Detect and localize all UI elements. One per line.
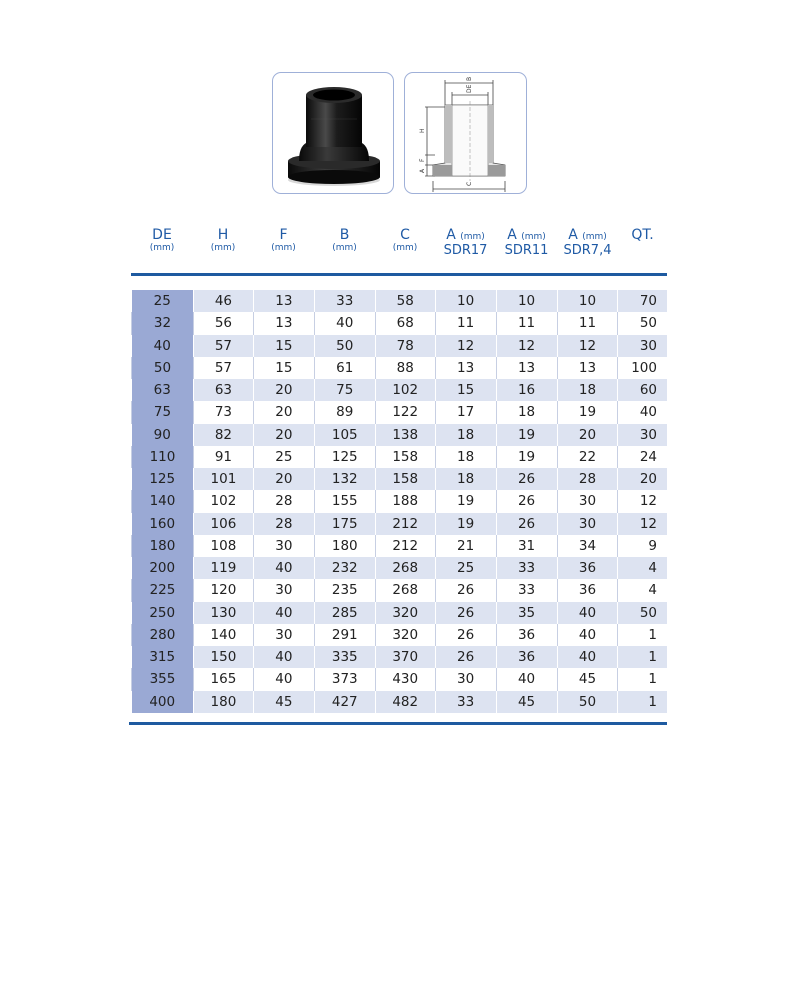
cell-b: 373 — [314, 668, 375, 690]
cell-a-sdr11: 26 — [496, 468, 557, 490]
cell-h: 57 — [193, 335, 253, 357]
cell-qt: 12 — [618, 490, 667, 512]
cell-h: 180 — [193, 691, 253, 713]
cell-a-sdr74: 19 — [557, 401, 618, 423]
cell-b: 232 — [314, 557, 375, 579]
cell-b: 427 — [314, 691, 375, 713]
cell-a-sdr17: 10 — [435, 290, 496, 312]
cell-f: 20 — [253, 468, 314, 490]
table-row — [132, 446, 668, 468]
cell-a-sdr11: 33 — [496, 557, 557, 579]
header-a-sdr74-sdr: SDR7,4 — [563, 243, 612, 258]
cell-f: 30 — [253, 624, 314, 646]
cell-de: 90 — [132, 424, 194, 446]
cell-a-sdr17: 26 — [435, 579, 496, 601]
cell-c: 158 — [375, 446, 435, 468]
cell-f: 40 — [253, 668, 314, 690]
header-c-label: C — [400, 227, 410, 243]
cell-a-sdr11: 13 — [496, 357, 557, 379]
drawing-label-c: C — [466, 181, 473, 186]
cell-f: 20 — [253, 424, 314, 446]
cell-h: 102 — [193, 490, 253, 512]
header-qt-label: QT. — [631, 227, 654, 243]
cell-b: 175 — [314, 513, 375, 535]
header-de-label: DE — [152, 227, 172, 243]
cell-h: 82 — [193, 424, 253, 446]
cell-a-sdr11: 45 — [496, 691, 557, 713]
cell-a-sdr74: 50 — [557, 691, 618, 713]
cell-f: 40 — [253, 646, 314, 668]
cell-a-sdr11: 16 — [496, 379, 557, 401]
cell-c: 78 — [375, 335, 435, 357]
cell-a-sdr17: 26 — [435, 624, 496, 646]
table-row — [132, 579, 668, 601]
cell-de: 125 — [132, 468, 194, 490]
cell-a-sdr74: 34 — [557, 535, 618, 557]
header-h — [193, 228, 253, 253]
cell-qt: 100 — [618, 357, 667, 379]
cell-qt: 12 — [618, 513, 667, 535]
cell-a-sdr11: 26 — [496, 490, 557, 512]
cell-c: 430 — [375, 668, 435, 690]
cell-de: 50 — [132, 357, 194, 379]
cell-a-sdr17: 18 — [435, 446, 496, 468]
cell-a-sdr11: 12 — [496, 335, 557, 357]
header-a-sdr74-unit: (mm) — [582, 232, 607, 242]
table-row — [132, 535, 668, 557]
cell-a-sdr11: 11 — [496, 312, 557, 334]
header-a-sdr11 — [496, 228, 557, 257]
cell-de: 315 — [132, 646, 194, 668]
cell-qt: 60 — [618, 379, 667, 401]
cell-c: 212 — [375, 535, 435, 557]
cell-c: 102 — [375, 379, 435, 401]
cell-a-sdr74: 40 — [557, 602, 618, 624]
cell-a-sdr74: 10 — [557, 290, 618, 312]
cell-a-sdr11: 26 — [496, 513, 557, 535]
cell-qt: 4 — [618, 557, 667, 579]
cell-qt: 50 — [618, 602, 667, 624]
cell-h: 119 — [193, 557, 253, 579]
table-row — [132, 290, 668, 312]
cell-h: 150 — [193, 646, 253, 668]
cell-c: 68 — [375, 312, 435, 334]
cell-de: 75 — [132, 401, 194, 423]
header-a-sdr11-sdr: SDR11 — [504, 243, 549, 258]
cell-qt: 70 — [618, 290, 667, 312]
cell-b: 50 — [314, 335, 375, 357]
cell-qt: 1 — [618, 646, 667, 668]
cell-f: 13 — [253, 290, 314, 312]
cell-b: 33 — [314, 290, 375, 312]
cell-a-sdr17: 33 — [435, 691, 496, 713]
cell-a-sdr17: 12 — [435, 335, 496, 357]
cell-h: 73 — [193, 401, 253, 423]
cell-a-sdr17: 13 — [435, 357, 496, 379]
cell-b: 291 — [314, 624, 375, 646]
cell-b: 61 — [314, 357, 375, 379]
cell-qt: 1 — [618, 624, 667, 646]
cell-h: 108 — [193, 535, 253, 557]
cell-c: 188 — [375, 490, 435, 512]
cell-h: 130 — [193, 602, 253, 624]
cell-c: 58 — [375, 290, 435, 312]
cell-h: 91 — [193, 446, 253, 468]
cell-a-sdr17: 26 — [435, 646, 496, 668]
table-row — [132, 379, 668, 401]
table-row — [132, 468, 668, 490]
table-row — [132, 513, 668, 535]
table-row — [132, 312, 668, 334]
cell-b: 89 — [314, 401, 375, 423]
table-row — [132, 602, 668, 624]
table-row — [132, 357, 668, 379]
cell-f: 45 — [253, 691, 314, 713]
cell-de: 180 — [132, 535, 194, 557]
cell-a-sdr74: 11 — [557, 312, 618, 334]
table-row — [132, 424, 668, 446]
cell-a-sdr74: 36 — [557, 579, 618, 601]
table-bottom-divider — [129, 722, 667, 725]
table-row — [132, 401, 668, 423]
table-row — [132, 668, 668, 690]
cell-a-sdr17: 18 — [435, 468, 496, 490]
header-h-unit: (mm) — [210, 243, 236, 253]
dimensions-table — [131, 290, 667, 713]
cell-b: 335 — [314, 646, 375, 668]
cell-a-sdr17: 19 — [435, 490, 496, 512]
cell-a-sdr74: 30 — [557, 513, 618, 535]
cell-b: 105 — [314, 424, 375, 446]
cell-f: 40 — [253, 602, 314, 624]
header-de-unit: (mm) — [149, 243, 175, 253]
drawing-label-f: F — [419, 158, 426, 162]
cell-h: 140 — [193, 624, 253, 646]
cell-de: 355 — [132, 668, 194, 690]
cell-a-sdr17: 17 — [435, 401, 496, 423]
cell-c: 88 — [375, 357, 435, 379]
cell-qt: 1 — [618, 691, 667, 713]
header-a-sdr74-label: A — [568, 227, 578, 243]
cell-a-sdr74: 22 — [557, 446, 618, 468]
table-row — [132, 490, 668, 512]
cell-qt: 4 — [618, 579, 667, 601]
header-divider — [131, 273, 667, 276]
cell-de: 110 — [132, 446, 194, 468]
cell-h: 106 — [193, 513, 253, 535]
header-f-unit: (mm) — [271, 243, 296, 253]
cell-a-sdr11: 40 — [496, 668, 557, 690]
cell-de: 140 — [132, 490, 194, 512]
header-a-sdr17 — [435, 228, 496, 257]
cell-a-sdr17: 11 — [435, 312, 496, 334]
header-a-sdr17-label: A — [446, 227, 456, 243]
cell-c: 268 — [375, 579, 435, 601]
cell-c: 320 — [375, 624, 435, 646]
cell-a-sdr11: 19 — [496, 446, 557, 468]
stub-flange-technical-drawing — [405, 73, 527, 194]
cell-h: 46 — [193, 290, 253, 312]
header-a-sdr11-unit: (mm) — [521, 232, 546, 242]
cell-de: 200 — [132, 557, 194, 579]
cell-a-sdr11: 18 — [496, 401, 557, 423]
cell-a-sdr74: 40 — [557, 646, 618, 668]
cell-de: 280 — [132, 624, 194, 646]
cell-qt: 9 — [618, 535, 667, 557]
cell-h: 120 — [193, 579, 253, 601]
table-row — [132, 691, 668, 713]
header-a-sdr17-unit: (mm) — [460, 232, 485, 242]
cell-h: 63 — [193, 379, 253, 401]
cell-f: 13 — [253, 312, 314, 334]
cell-c: 320 — [375, 602, 435, 624]
header-a-sdr11-label: A — [507, 227, 517, 243]
table-row — [132, 335, 668, 357]
cell-a-sdr11: 10 — [496, 290, 557, 312]
cell-c: 268 — [375, 557, 435, 579]
cell-c: 482 — [375, 691, 435, 713]
cell-a-sdr74: 18 — [557, 379, 618, 401]
header-a-sdr17-sdr: SDR17 — [443, 243, 488, 258]
cell-qt: 40 — [618, 401, 667, 423]
drawing-label-de: DE — [466, 84, 473, 93]
cell-a-sdr17: 26 — [435, 602, 496, 624]
cell-b: 75 — [314, 379, 375, 401]
cell-f: 20 — [253, 379, 314, 401]
header-f — [253, 228, 314, 253]
cell-b: 125 — [314, 446, 375, 468]
cell-a-sdr74: 13 — [557, 357, 618, 379]
cell-a-sdr74: 40 — [557, 624, 618, 646]
cell-h: 101 — [193, 468, 253, 490]
table-header — [131, 228, 667, 272]
cell-a-sdr11: 19 — [496, 424, 557, 446]
cell-a-sdr11: 36 — [496, 646, 557, 668]
table-row — [132, 646, 668, 668]
stub-flange-photo — [273, 73, 394, 194]
cell-b: 235 — [314, 579, 375, 601]
cell-f: 20 — [253, 401, 314, 423]
table-row — [132, 557, 668, 579]
header-b-label: B — [339, 227, 350, 243]
cell-f: 15 — [253, 357, 314, 379]
cell-c: 138 — [375, 424, 435, 446]
drawing-label-h: H — [419, 128, 426, 133]
cell-b: 180 — [314, 535, 375, 557]
cell-de: 400 — [132, 691, 194, 713]
header-c-unit: (mm) — [392, 243, 418, 253]
cell-qt: 30 — [618, 424, 667, 446]
cell-c: 158 — [375, 468, 435, 490]
cell-a-sdr17: 30 — [435, 668, 496, 690]
cell-a-sdr74: 20 — [557, 424, 618, 446]
cell-qt: 20 — [618, 468, 667, 490]
header-qt — [618, 228, 667, 242]
cell-f: 40 — [253, 557, 314, 579]
cell-f: 30 — [253, 579, 314, 601]
cell-a-sdr17: 19 — [435, 513, 496, 535]
technical-drawing-frame — [404, 72, 527, 194]
header-b — [314, 228, 375, 253]
cell-a-sdr17: 15 — [435, 379, 496, 401]
drawing-label-a: A — [419, 168, 426, 173]
cell-a-sdr11: 33 — [496, 579, 557, 601]
cell-f: 25 — [253, 446, 314, 468]
cell-f: 28 — [253, 513, 314, 535]
cell-de: 40 — [132, 335, 194, 357]
cell-qt: 1 — [618, 668, 667, 690]
cell-c: 122 — [375, 401, 435, 423]
cell-b: 285 — [314, 602, 375, 624]
cell-qt: 50 — [618, 312, 667, 334]
cell-a-sdr11: 36 — [496, 624, 557, 646]
cell-a-sdr74: 28 — [557, 468, 618, 490]
cell-de: 250 — [132, 602, 194, 624]
cell-de: 160 — [132, 513, 194, 535]
cell-f: 30 — [253, 535, 314, 557]
table-body — [132, 290, 668, 713]
cell-b: 132 — [314, 468, 375, 490]
table-row — [132, 624, 668, 646]
header-a-sdr74 — [557, 228, 618, 257]
cell-a-sdr17: 21 — [435, 535, 496, 557]
cell-h: 56 — [193, 312, 253, 334]
cell-h: 165 — [193, 668, 253, 690]
header-c — [375, 228, 435, 253]
product-photo-frame — [272, 72, 394, 194]
cell-c: 370 — [375, 646, 435, 668]
header-f-label: F — [279, 227, 288, 243]
cell-f: 15 — [253, 335, 314, 357]
cell-a-sdr17: 25 — [435, 557, 496, 579]
cell-f: 28 — [253, 490, 314, 512]
cell-a-sdr11: 35 — [496, 602, 557, 624]
cell-a-sdr74: 45 — [557, 668, 618, 690]
cell-b: 155 — [314, 490, 375, 512]
cell-a-sdr11: 31 — [496, 535, 557, 557]
cell-h: 57 — [193, 357, 253, 379]
cell-de: 25 — [132, 290, 194, 312]
cell-qt: 30 — [618, 335, 667, 357]
cell-c: 212 — [375, 513, 435, 535]
header-h-label: H — [217, 227, 229, 243]
cell-a-sdr74: 36 — [557, 557, 618, 579]
header-de — [131, 228, 193, 253]
cell-de: 32 — [132, 312, 194, 334]
cell-b: 40 — [314, 312, 375, 334]
cell-a-sdr74: 30 — [557, 490, 618, 512]
cell-qt: 24 — [618, 446, 667, 468]
cell-de: 63 — [132, 379, 194, 401]
cell-de: 225 — [132, 579, 194, 601]
drawing-label-b: B — [466, 76, 473, 81]
header-b-unit: (mm) — [332, 243, 357, 253]
cell-a-sdr74: 12 — [557, 335, 618, 357]
cell-a-sdr17: 18 — [435, 424, 496, 446]
